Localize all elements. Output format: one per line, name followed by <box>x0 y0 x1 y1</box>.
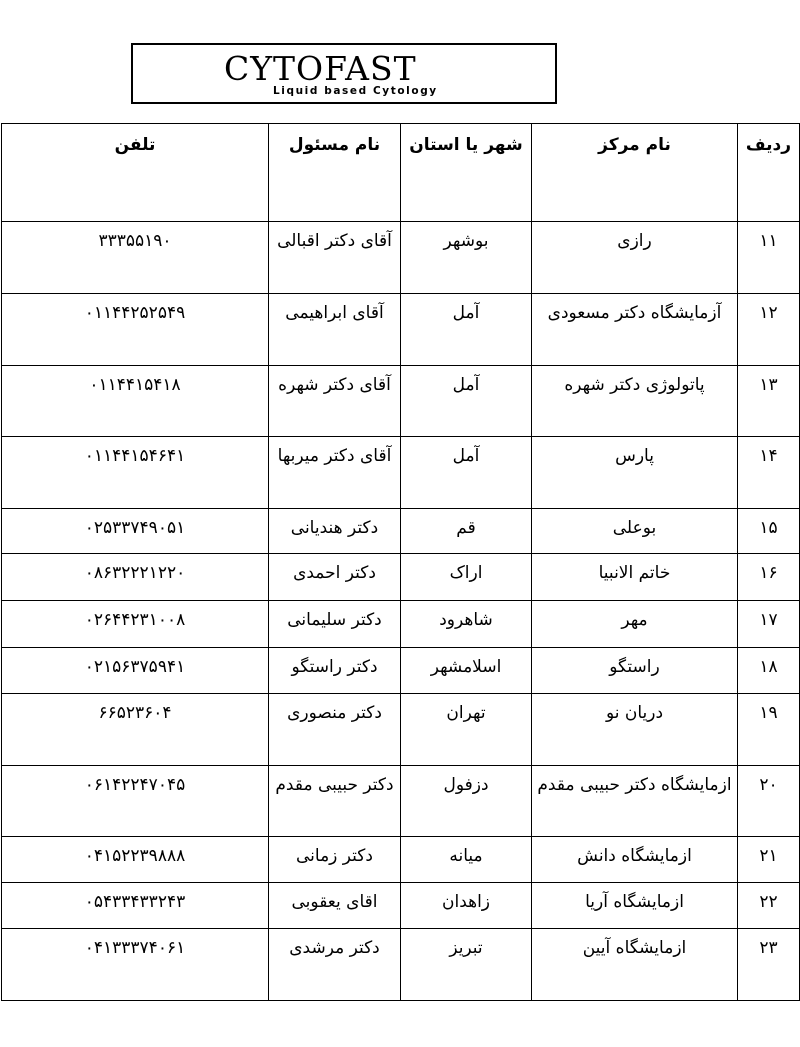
row-idx: ۱۶ <box>738 554 800 601</box>
row-responsible: آقای دکتر شهره <box>269 366 401 437</box>
row-responsible: آقای ابراهیمی <box>269 294 401 366</box>
centers-table <box>1 123 800 1001</box>
row-center: آزمایشگاه دکتر مسعودی <box>532 294 738 366</box>
row-idx: ۱۴ <box>738 437 800 509</box>
row-city: تبریز <box>401 929 532 1001</box>
row-city: میانه <box>401 837 532 883</box>
row-phone: ۳۳۳۵۵۱۹۰ <box>2 222 269 294</box>
row-center: دریان نو <box>532 694 738 766</box>
row-center: بوعلی <box>532 509 738 554</box>
header-phone: تلفن <box>2 124 269 222</box>
table-row <box>2 883 800 929</box>
header-row <box>2 124 800 222</box>
row-phone: ۶۶۵۲۳۶۰۴ <box>2 694 269 766</box>
row-city: قم <box>401 509 532 554</box>
row-city: زاهدان <box>401 883 532 929</box>
row-idx: ۱۵ <box>738 509 800 554</box>
logo-title: CYTOFAST <box>224 49 417 88</box>
header-center: نام مرکز <box>532 124 738 222</box>
header-city: شهر یا استان <box>401 124 532 222</box>
row-phone: ۰۱۱۴۴۱۵۴۶۴۱ <box>2 437 269 509</box>
row-city: بوشهر <box>401 222 532 294</box>
row-responsible: دکتر احمدی <box>269 554 401 601</box>
row-idx: ۲۱ <box>738 837 800 883</box>
row-phone: ۰۲۱۵۶۳۷۵۹۴۱ <box>2 648 269 694</box>
row-idx: ۱۲ <box>738 294 800 366</box>
row-phone: ۰۴۱۳۳۳۷۴۰۶۱ <box>2 929 269 1001</box>
table-row <box>2 601 800 648</box>
table-row <box>2 509 800 554</box>
table-row <box>2 766 800 837</box>
header-responsible: نام مسئول <box>269 124 401 222</box>
row-responsible: دکتر حبیبی مقدم <box>269 766 401 837</box>
row-city: آمل <box>401 366 532 437</box>
row-city: آمل <box>401 294 532 366</box>
row-center: ازمایشگاه دانش <box>532 837 738 883</box>
row-center: خاتم الانبیا <box>532 554 738 601</box>
row-responsible: دکتر مرشدی <box>269 929 401 1001</box>
row-phone: ۰۲۵۳۳۷۴۹۰۵۱ <box>2 509 269 554</box>
row-responsible: آقای دکتر میربها <box>269 437 401 509</box>
row-phone: ۰۶۱۴۲۲۴۷۰۴۵ <box>2 766 269 837</box>
row-idx: ۱۷ <box>738 601 800 648</box>
row-phone: ۰۱۱۴۴۱۵۴۱۸ <box>2 366 269 437</box>
row-center: راستگو <box>532 648 738 694</box>
row-responsible: دکتر هندیانی <box>269 509 401 554</box>
row-responsible: آقای دکتر اقبالی <box>269 222 401 294</box>
table-row <box>2 366 800 437</box>
row-phone: ۰۵۴۳۳۴۳۳۲۴۳ <box>2 883 269 929</box>
logo-box <box>131 43 557 104</box>
row-center: مهر <box>532 601 738 648</box>
row-phone: ۰۸۶۳۲۲۲۱۲۲۰ <box>2 554 269 601</box>
row-responsible: دکتر راستگو <box>269 648 401 694</box>
row-idx: ۲۲ <box>738 883 800 929</box>
header-idx: ردیف <box>738 124 800 222</box>
row-center: ازمایشگاه آیین <box>532 929 738 1001</box>
row-city: اراک <box>401 554 532 601</box>
row-center: ازمایشگاه آریا <box>532 883 738 929</box>
row-city: دزفول <box>401 766 532 837</box>
table-row <box>2 554 800 601</box>
row-phone: ۰۲۶۴۴۲۳۱۰۰۸ <box>2 601 269 648</box>
row-phone: ۰۴۱۵۲۲۳۹۸۸۸ <box>2 837 269 883</box>
row-idx: ۱۱ <box>738 222 800 294</box>
table-row <box>2 222 800 294</box>
row-responsible: دکتر زمانی <box>269 837 401 883</box>
row-city: آمل <box>401 437 532 509</box>
row-center: ازمایشگاه دکتر حبیبی مقدم <box>532 766 738 837</box>
row-idx: ۱۸ <box>738 648 800 694</box>
row-responsible: دکتر سلیمانی <box>269 601 401 648</box>
row-phone: ۰۱۱۴۴۲۵۲۵۴۹ <box>2 294 269 366</box>
table-row <box>2 929 800 1001</box>
table-row <box>2 648 800 694</box>
table-row <box>2 437 800 509</box>
row-center: پاتولوژی دکتر شهره <box>532 366 738 437</box>
row-idx: ۲۳ <box>738 929 800 1001</box>
row-responsible: دکتر منصوری <box>269 694 401 766</box>
table-row <box>2 837 800 883</box>
logo-subtitle: Liquid based Cytology <box>273 85 438 97</box>
row-center: رازی <box>532 222 738 294</box>
row-city: تهران <box>401 694 532 766</box>
row-city: اسلامشهر <box>401 648 532 694</box>
table-row <box>2 294 800 366</box>
table-row <box>2 694 800 766</box>
row-idx: ۱۳ <box>738 366 800 437</box>
row-city: شاهرود <box>401 601 532 648</box>
row-center: پارس <box>532 437 738 509</box>
row-idx: ۱۹ <box>738 694 800 766</box>
row-idx: ۲۰ <box>738 766 800 837</box>
row-responsible: اقای یعقوبی <box>269 883 401 929</box>
